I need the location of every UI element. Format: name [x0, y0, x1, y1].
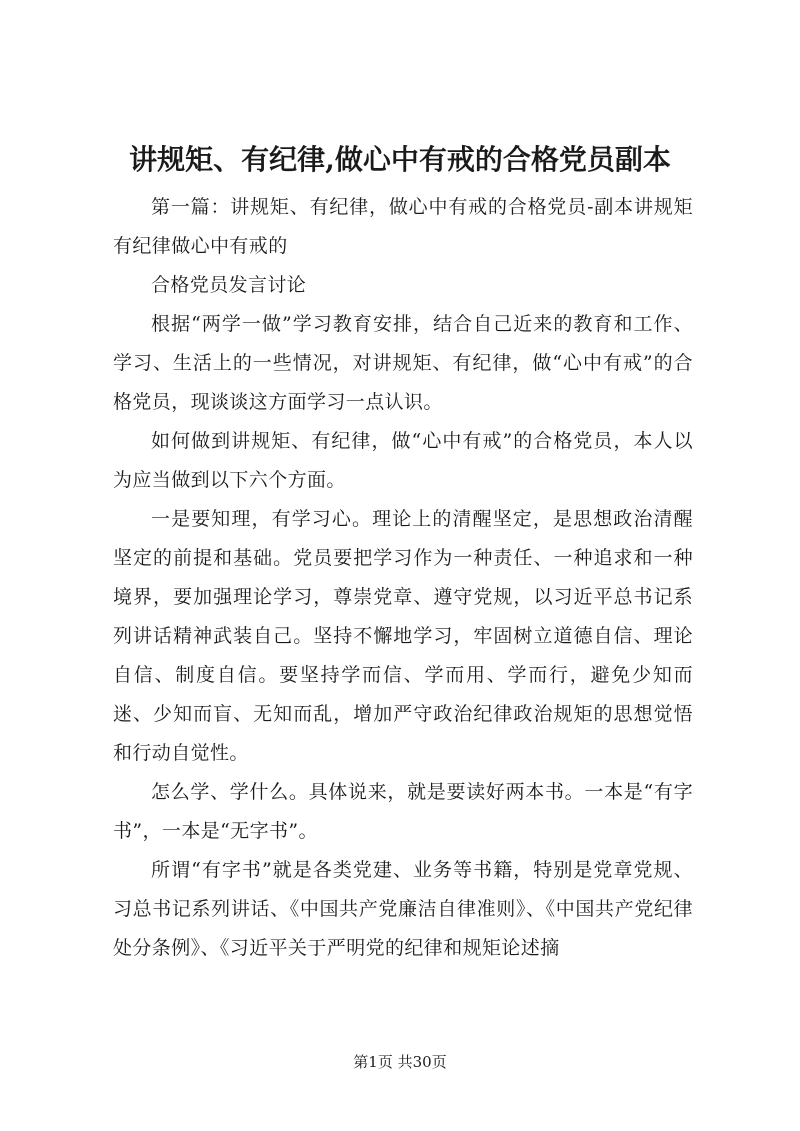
paragraph-4: 如何做到讲规矩、有纪律，做“心中有戒”的合格党员，本人以为应当做到以下六个方面。: [113, 430, 693, 491]
paragraph-3: 根据“两学一做”学习教育安排，结合自己近来的教育和工作、学习、生活上的一些情况，对讲规矩、有纪律，做“心中有戒”的合格党员，现谈谈这方面学习一点认识。: [113, 313, 693, 413]
paragraph-6: 怎么学、学什么。具体说来，就是要读好两本书。一本是“有字书”，一本是“无字书”。: [113, 781, 693, 842]
paragraph-2: 合格党员发言讨论: [151, 274, 307, 296]
paragraph-7: 所谓“有字书”就是各类党建、业务等书籍，特别是党章党规、习总书记系列讲话、《中国共产党廉洁自律准则》、《中国共产党纪律处分条例》、《习近平关于严明党的纪律和规矩论述摘: [113, 859, 693, 959]
paragraph-1: 第一篇：讲规矩、有纪律，做心中有戒的合格党员-副本讲规矩有纪律做心中有戒的: [113, 196, 693, 257]
document-body: [113, 188, 693, 968]
document-title: 讲规矩、有纪律,做心中有戒的合格党员副本: [129, 143, 671, 176]
paragraph-5: 一是要知理，有学习心。理论上的清醒坚定，是思想政治清醒坚定的前提和基础。党员要把学习作为一种责任、一种追求和一种境界，要加强理论学习，尊崇党章、遵守党规，以习近平总书记系列讲话精神武装自己。坚持不懈地学习，牢固树立道德自信、理论自信、制度自信。要坚持学而信、学而用、学而行，避免少知而迷、少知而盲、无知而乱，增加严守政治纪律政治规矩的思想觉悟和行动自觉性。: [113, 508, 693, 764]
page-number-footer: 第1页 共30页: [353, 1053, 447, 1071]
